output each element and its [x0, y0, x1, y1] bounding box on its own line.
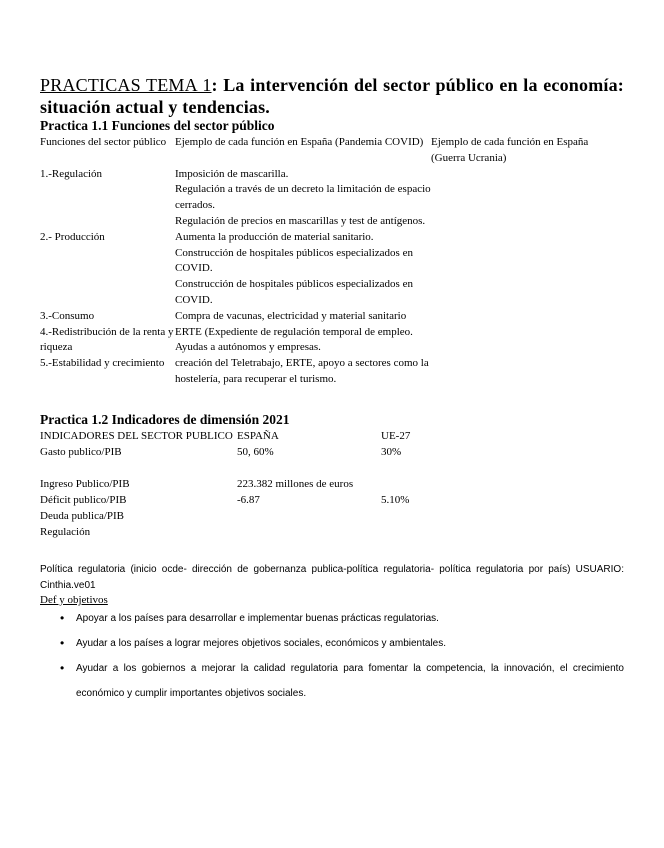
example-line: ERTE (Expediente de regulación temporal de empleo.	[175, 325, 413, 338]
indicator-eu27	[437, 476, 557, 492]
table-row	[40, 230, 624, 309]
example-line: Construcción de hospitales públicos especializados en COVID.	[175, 246, 413, 275]
table-row	[40, 325, 624, 357]
col-header-ukraine: Ejemplo de cada función en España (Guerra Ucrania)	[431, 136, 589, 164]
function-examples	[175, 309, 431, 325]
def-heading: Def y objetivos	[40, 593, 108, 606]
function-examples	[175, 325, 431, 357]
indicator-name: Déficit publico/PIB	[40, 493, 127, 506]
col-header-spain: ESPAÑA	[237, 429, 279, 442]
table-row	[40, 444, 624, 460]
table-row	[40, 492, 624, 508]
function-name: 2.- Producción	[40, 230, 105, 243]
title-rest: : La intervención del sector público en la economía: situación actual y tendencias.	[40, 75, 624, 117]
table-header-row	[40, 135, 624, 167]
indicator-name: Ingreso Publico/PIB	[40, 477, 130, 490]
indicator-spain: 50, 60%	[237, 445, 274, 458]
list-item-text: Apoyar a los países para desarrollar e implementar buenas prácticas regulatorias.	[76, 612, 439, 624]
table-row	[40, 476, 624, 492]
example-line: Compra de vacunas, electricidad y material sanitario	[175, 309, 407, 322]
indicator-eu27: 5.10%	[381, 493, 410, 506]
example-line: Ayudas a autónomos y empresas.	[175, 341, 321, 354]
function-name: 5.-Estabilidad y crecimiento	[40, 357, 165, 370]
functions-table	[40, 135, 624, 388]
col-header-functions: Funciones del sector público	[40, 136, 167, 148]
bullet-icon: •	[60, 635, 65, 650]
function-name: 4.-Redistribución de la renta y riqueza	[40, 325, 174, 354]
list-item	[40, 631, 624, 656]
indicator-name: Gasto publico/PIB	[40, 445, 122, 458]
list-item-text: Ayudar a los gobiernos a mejorar la calidad regulatoria para fomentar la competencia, la innovación, el crecimiento económico y cumplir importantes objetivos sociales.	[76, 662, 624, 699]
indicator-spain: -6.87	[237, 493, 260, 506]
bullet-icon: •	[60, 660, 65, 675]
policy-paragraph: Política regulatoria (inicio ocde- dirección de gobernanza publica-política regulatoria- política regulatoria por país) USUARIO: Cinthia.ve01	[40, 563, 624, 591]
list-item	[40, 656, 624, 706]
function-examples	[175, 230, 431, 309]
section2-heading: Practica 1.2 Indicadores de dimensión 2021	[40, 411, 290, 427]
indicator-eu27	[381, 508, 501, 524]
bullet-icon: •	[60, 610, 65, 625]
document-page	[40, 74, 624, 706]
function-name: 3.-Consumo	[40, 309, 95, 322]
example-line: Imposición de mascarilla.	[175, 167, 289, 180]
list-item	[40, 606, 624, 631]
example-line: creación del Teletrabajo, ERTE, apoyo a sectores como la hostelería, para recuperar el turismo.	[175, 357, 429, 385]
example-line: Aumenta la producción de material sanitario.	[175, 230, 374, 243]
indicator-eu27: 30%	[381, 445, 402, 458]
objectives-list	[40, 606, 624, 706]
col-header-eu27: UE-27	[381, 429, 411, 442]
function-name: 1.-Regulación	[40, 167, 103, 180]
indicator-spain: 223.382 millones de euros	[237, 477, 354, 490]
example-line: Regulación a través de un decreto la limitación de espacio cerrados.	[175, 183, 431, 212]
table-header-row	[40, 428, 624, 444]
table-row	[40, 508, 624, 524]
example-line: Construcción de hospitales públicos especializados en COVID.	[175, 278, 413, 306]
indicator-name: Regulación	[40, 525, 91, 538]
table-row	[40, 167, 624, 230]
list-item-text: Ayudar a los países a lograr mejores objetivos sociales, económicos y ambientales.	[76, 637, 446, 649]
table-row	[40, 309, 624, 325]
indicators-table	[40, 428, 624, 540]
col-header-covid: Ejemplo de cada función en España (Pandemia COVID)	[175, 136, 424, 148]
indicator-eu27	[381, 524, 501, 540]
example-line: Regulación de precios en mascarillas y test de antígenos.	[175, 214, 426, 227]
title-underlined: PRACTICAS TEMA 1	[40, 75, 212, 95]
section1-heading: Practica 1.1 Funciones del sector público	[40, 118, 275, 133]
table-row	[40, 524, 624, 540]
indicator-spain	[237, 524, 381, 540]
document-title	[40, 74, 624, 118]
function-examples	[175, 356, 431, 388]
indicator-name: Deuda publica/PIB	[40, 509, 125, 522]
indicator-spain	[237, 508, 381, 524]
function-examples	[175, 167, 431, 230]
col-header-indicators: INDICADORES DEL SECTOR PUBLICO	[40, 429, 233, 442]
table-row	[40, 356, 624, 388]
